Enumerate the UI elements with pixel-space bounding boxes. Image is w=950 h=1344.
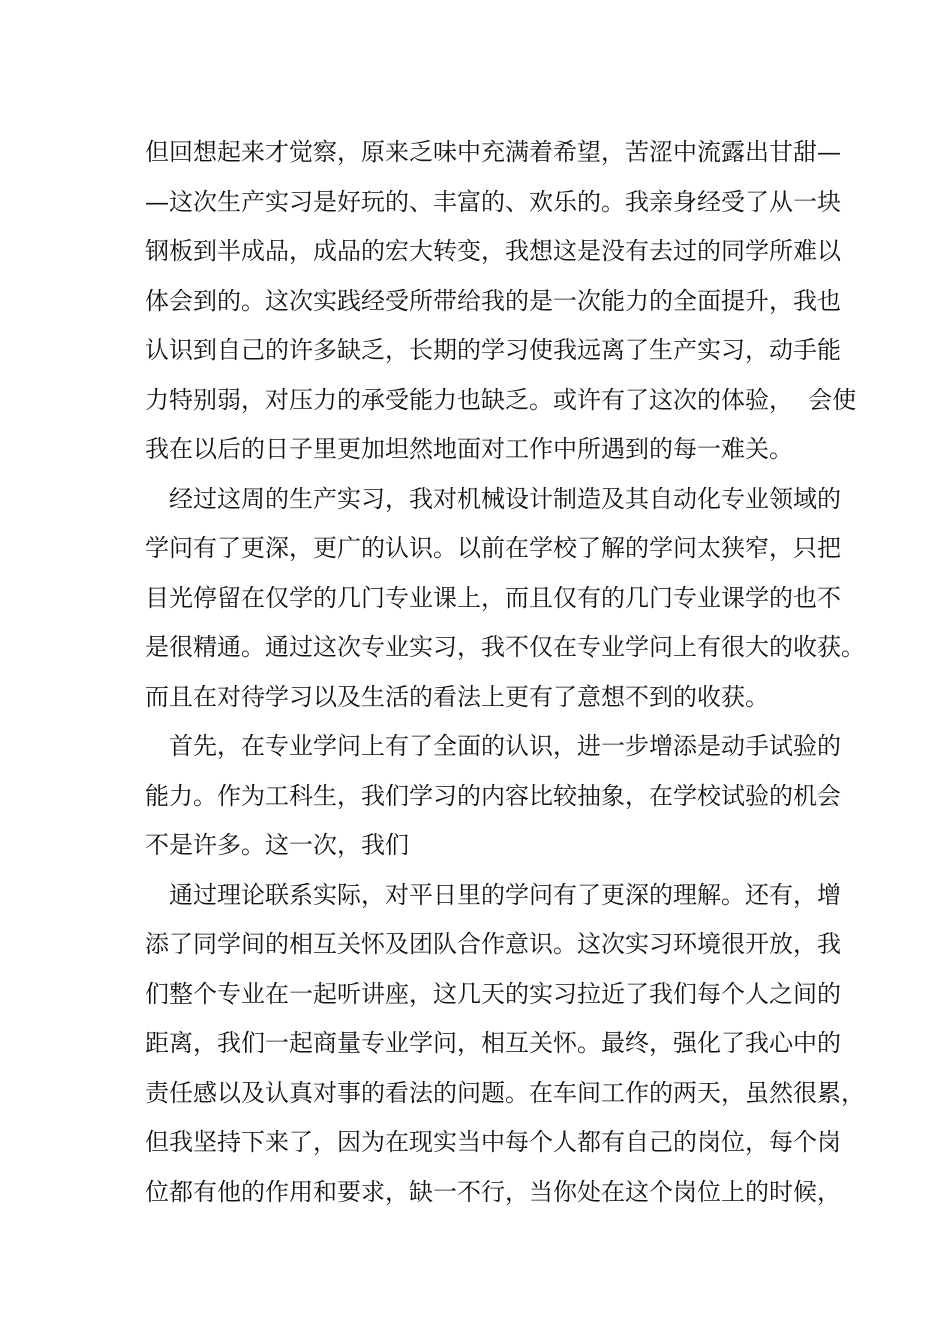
text-line: 学问有了更深，更广的认识。以前在学校了解的学问太狭窄，只把 [145, 534, 841, 562]
text-line: 距离，我们一起商量专业学问，相互关怀。最终，强化了我心中的 [145, 1029, 841, 1057]
paragraph-start-line: 通过理论联系实际，对平日里的学问有了更深的理解。还有，增 [169, 880, 841, 909]
text-line: 但回想起来才觉察，原来乏味中充满着希望，苦涩中流露出甘甜— [145, 138, 841, 166]
paragraph-start-line: 首先，在专业学问上有了全面的认识，进一步增添是动手试验的 [169, 732, 841, 760]
text-line: 能力。作为工科生，我们学习的内容比较抽象，在学校试验的机会 [145, 781, 841, 810]
paragraph-start-line: 经过这周的生产实习，我对机械设计制造及其自动化专业领域的 [169, 484, 841, 513]
text-line: 不是许多。这一次，我们 [145, 831, 409, 859]
text-line: 位都有他的作用和要求，缺一不行，当你处在这个岗位上的时候， [145, 1177, 841, 1206]
text-line: 添了同学间的相互关怀及团队合作意识。这次实习环境很开放，我 [145, 930, 841, 958]
text-line: 但我坚持下来了，因为在现实当中每个人都有自己的岗位，每个岗 [145, 1128, 841, 1156]
text-line: —这次生产实习是好玩的、丰富的、欢乐的。我亲身经受了从一块 [145, 187, 841, 216]
text-line: 钢板到半成品，成品的宏大转变，我想这是没有去过的同学所难以 [145, 237, 841, 265]
body-text [145, 128, 865, 1217]
text-line: 认识到自己的许多缺乏，长期的学习使我远离了生产实习，动手能 [145, 336, 841, 364]
text-line: 我在以后的日子里更加坦然地面对工作中所遇到的每一难关。 [145, 435, 793, 463]
text-line: 责任感以及认真对事的看法的问题。在车间工作的两天，虽然很累， [145, 1078, 865, 1107]
text-line: 体会到的。这次实践经受所带给我的是一次能力的全面提升，我也 [145, 286, 841, 315]
text-line: 们整个专业在一起听讲座，这几天的实习拉近了我们每个人之间的 [145, 979, 841, 1008]
text-line: 是很精通。通过这次专业实习，我不仅在专业学问上有很大的收获。 [145, 633, 865, 661]
text-line: 目光停留在仅学的几门专业课上，而且仅有的几门专业课学的也不 [145, 583, 841, 612]
text-line: 而且在对待学习以及生活的看法上更有了意想不到的收获。 [145, 682, 769, 711]
text-line: 力特别弱，对压力的承受能力也缺乏。或许有了这次的体验， 会使 [145, 385, 857, 414]
